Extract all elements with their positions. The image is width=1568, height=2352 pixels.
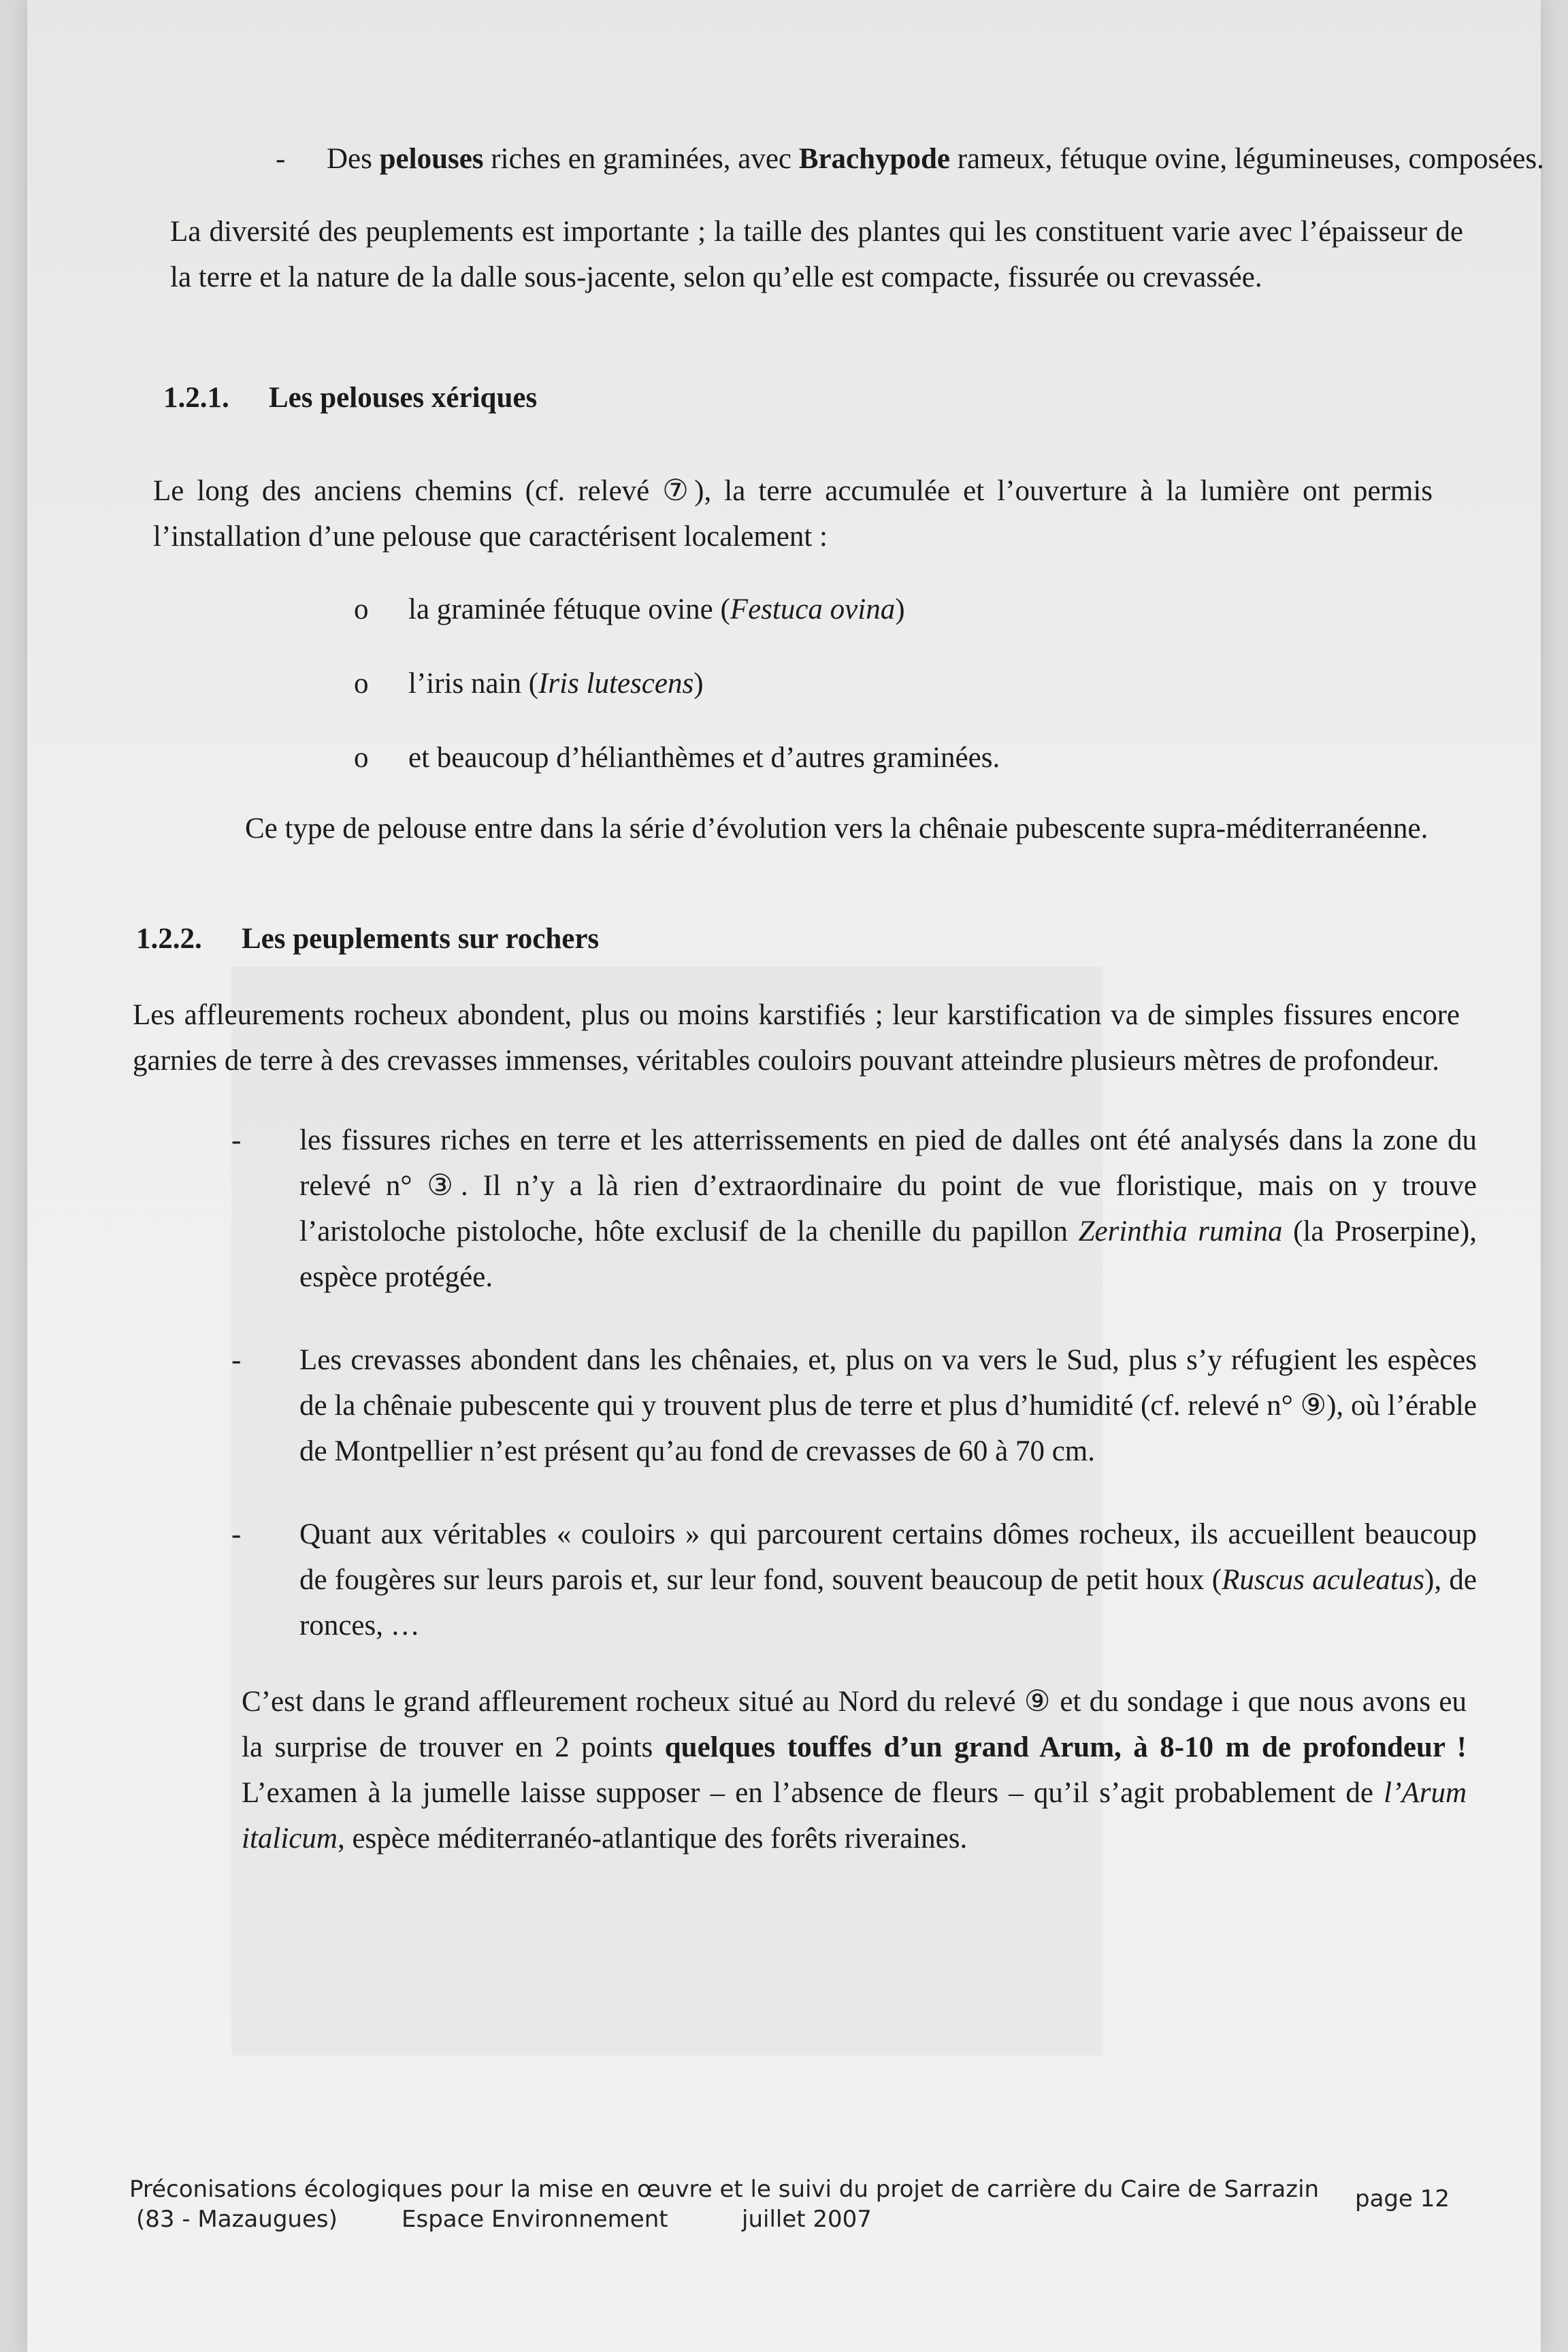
list-item: o l’iris nain (Iris lutescens) — [129, 661, 1463, 706]
paragraph-arum: C’est dans le grand affleurement rocheux situé au Nord du relevé ⑨ et du sondage i que nous avons eu la surprise de trouver en 2 points quelques touffes d’un grand Arum, à 8-10 m de profondeur ! L’examen à la jumelle laisse supposer – en l’absence de fleurs – qu’il s’agit probablement de l’Arum italicum, espèce méditerranéo-atlantique des forêts riveraines. — [242, 1686, 1467, 1855]
page-number: page 12 — [1355, 2185, 1450, 2212]
list-item: - Quant aux véritables « couloirs » qui parcourent certains dômes rocheux, ils accueillent beaucoup de fougères sur leurs parois et, sur leur fond, souvent beaucoup de petit houx (Ruscus aculeatus), de ronces, … — [129, 1512, 1477, 1648]
list-bullet: o — [354, 593, 369, 625]
list-item: - Les crevasses abondent dans les chênaies, et, plus on va vers le Sud, plus s’y réfugient les espèces de la chênaie pubescente qui y trouvent plus de terre et plus d’humidité (cf. relevé n° ⑨), où l’érable de Montpellier n’est présent qu’au fond de crevasses de 60 à 70 cm. — [129, 1337, 1477, 1474]
footer-date: juillet 2007 — [742, 2206, 872, 2233]
bullet-pelouses: - Des pelouses riches en graminées, avec Brachypode rameux, fétuque ovine, légumineuses, composées. — [170, 136, 1552, 182]
document-page — [27, 0, 1544, 2352]
footer-place: (83 - Mazaugues) — [136, 2206, 338, 2233]
bullet-dash: - — [231, 1518, 242, 1550]
list-item: o la graminée fétuque ovine (Festuca ovina) — [129, 587, 1463, 632]
page-footer — [129, 2174, 1463, 2234]
section-heading-1-2-2: 1.2.2. Les peuplements sur rochers — [136, 923, 600, 955]
list-item: o et beaucoup d’hélianthèmes et d’autres graminées. — [129, 735, 1463, 781]
bullet-dash: - — [231, 1124, 242, 1156]
paragraph-serie-evolution: Ce type de pelouse entre dans la série d’évolution vers la chênaie pubescente supra-méditerranéenne. — [245, 813, 1428, 845]
rock-habitat-list — [129, 1117, 1477, 1648]
list-bullet: o — [354, 742, 369, 774]
section-heading-1-2-1: 1.2.1. Les pelouses xériques — [163, 382, 538, 414]
list-item: - les fissures riches en terre et les atterrissements en pied de dalles ont été analysés dans la zone du relevé n° ③. Il n’y a là rien d’extraordinaire du point de vue floristique, mais on y trouve l’aristoloche pistoloche, hôte exclusif de la chenille du papillon Zerinthia rumina (la Proserpine), espèce protégée. — [129, 1117, 1477, 1300]
list-bullet: o — [354, 668, 369, 700]
page-content — [129, 136, 1544, 1861]
bullet-dash: - — [276, 143, 286, 175]
species-list — [129, 587, 1463, 781]
bullet-dash: - — [231, 1344, 242, 1376]
footer-meta — [129, 2204, 1463, 2234]
paragraph-diversite: La diversité des peuplements est importante ; la taille des plantes qui les constituent varie avec l’épaisseur de la terre et la nature de la dalle sous-jacente, selon qu’elle est compacte, fissurée ou crevassée. — [170, 216, 1463, 293]
paragraph-anciens-chemins: Le long des anciens chemins (cf. relevé ⑦), la terre accumulée et l’ouverture à la lumière ont permis l’installation d’une pelouse que caractérisent localement : — [153, 475, 1433, 553]
paragraph-affleurements: Les affleurements rocheux abondent, plus ou moins karstifiés ; leur karstification va de simples fissures encore garnies de terre à des crevasses immenses, véritables couloirs pouvant atteindre plusieurs mètres de profondeur. — [133, 999, 1460, 1077]
footer-title: Préconisations écologiques pour la mise en œuvre et le suivi du projet de carrière du Caire de Sarrazin — [129, 2176, 1320, 2203]
footer-org: Espace Environnement — [402, 2206, 668, 2233]
